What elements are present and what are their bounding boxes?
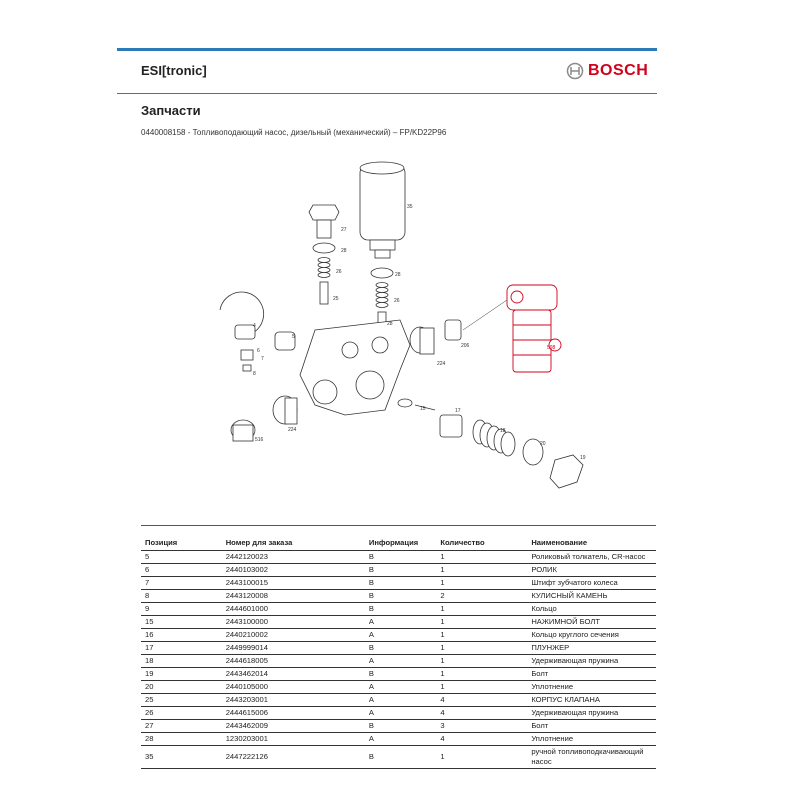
- col-header-position: Позиция: [141, 534, 222, 551]
- table-row: [141, 642, 656, 655]
- cell-info: B: [365, 551, 436, 564]
- table-row: [141, 746, 656, 769]
- table-row: [141, 551, 656, 564]
- cell-info: B: [365, 564, 436, 577]
- header-divider: [117, 93, 657, 94]
- table-divider: [141, 525, 656, 526]
- cell-qty: 1: [436, 577, 527, 590]
- logo-text: BOSCH: [588, 62, 649, 79]
- cell-pos: 7: [141, 577, 222, 590]
- cell-info: B: [365, 603, 436, 616]
- cell-order: 2443203001: [222, 694, 365, 707]
- cell-name: Роликовый толкатель, CR-насос: [527, 551, 656, 564]
- cell-info: A: [365, 707, 436, 720]
- bosch-logo: [566, 62, 648, 80]
- cell-name: Удерживающая пружина: [527, 655, 656, 668]
- cell-name: НАЖИМНОЙ БОЛТ: [527, 616, 656, 629]
- col-header-quantity: Количество: [436, 534, 527, 551]
- cell-order: 2440103002: [222, 564, 365, 577]
- cell-qty: 1: [436, 629, 527, 642]
- callout-label: 19: [580, 455, 586, 461]
- cell-name: Уплотнение: [527, 681, 656, 694]
- table-row: [141, 655, 656, 668]
- callout-label: 224: [288, 427, 297, 433]
- cell-info: B: [365, 746, 436, 769]
- callout-label: 28: [395, 272, 401, 278]
- cell-pos: 15: [141, 616, 222, 629]
- callout-label: 27: [341, 227, 347, 233]
- callout-label: 28: [341, 248, 347, 254]
- cell-pos: 28: [141, 733, 222, 746]
- callout-label: 206: [461, 343, 470, 349]
- exploded-parts-diagram: [195, 160, 605, 500]
- cell-pos: 9: [141, 603, 222, 616]
- cell-order: 2440210002: [222, 629, 365, 642]
- bolt-19: [550, 455, 583, 488]
- bosch-armature-icon: [566, 62, 584, 80]
- callout-label: 28: [387, 321, 393, 327]
- cell-order: 2443462009: [222, 720, 365, 733]
- table-row: [141, 564, 656, 577]
- hand-pump-body: [360, 165, 405, 240]
- cell-info: A: [365, 655, 436, 668]
- callout-label: 516: [255, 437, 264, 443]
- table-row: [141, 616, 656, 629]
- cell-qty: 1: [436, 551, 527, 564]
- cell-info: A: [365, 629, 436, 642]
- cell-qty: 4: [436, 707, 527, 720]
- cell-name: Штифт зубчатого колеса: [527, 577, 656, 590]
- cell-qty: 1: [436, 681, 527, 694]
- callout-label: 6: [257, 348, 260, 354]
- app-title: ESI[tronic]: [141, 63, 207, 78]
- parts-table: [141, 534, 656, 769]
- callout-label: 35: [407, 204, 413, 210]
- spring-26a: [318, 258, 330, 278]
- cell-pos: 26: [141, 707, 222, 720]
- cell-order: 2444615006: [222, 707, 365, 720]
- callout-label: 8: [253, 371, 256, 377]
- plunger-17: [440, 415, 462, 437]
- cell-pos: 20: [141, 681, 222, 694]
- callout-label: 20: [540, 441, 546, 447]
- table-row: [141, 668, 656, 681]
- col-header-info: Информация: [365, 534, 436, 551]
- cell-info: B: [365, 720, 436, 733]
- col-header-name: Наименование: [527, 534, 656, 551]
- callout-label: 17: [455, 408, 461, 414]
- col-header-order-number: Номер для заказа: [222, 534, 365, 551]
- cell-pos: 6: [141, 564, 222, 577]
- cell-qty: 4: [436, 733, 527, 746]
- cell-qty: 2: [436, 590, 527, 603]
- callout-label: 224: [437, 361, 446, 367]
- bolt-27: [309, 205, 339, 220]
- callout-label: 18: [500, 428, 506, 434]
- cell-order: 2443100015: [222, 577, 365, 590]
- cell-info: B: [365, 668, 436, 681]
- cell-name: ПЛУНЖЕР: [527, 642, 656, 655]
- table-row: [141, 577, 656, 590]
- table-row: [141, 629, 656, 642]
- cell-qty: 1: [436, 655, 527, 668]
- cell-name: Кольцо: [527, 603, 656, 616]
- cell-qty: 1: [436, 616, 527, 629]
- callout-label: 26: [394, 298, 400, 304]
- cell-order: 2449999014: [222, 642, 365, 655]
- cell-pos: 27: [141, 720, 222, 733]
- cell-qty: 1: [436, 668, 527, 681]
- cell-name: Кольцо круглого сечения: [527, 629, 656, 642]
- cell-info: A: [365, 616, 436, 629]
- cell-order: 2443120008: [222, 590, 365, 603]
- cell-order: 2443100000: [222, 616, 365, 629]
- highlighted-filter-598: [507, 285, 561, 372]
- cell-pos: 35: [141, 746, 222, 769]
- callout-label: 5: [292, 334, 295, 340]
- cell-qty: 4: [436, 694, 527, 707]
- cell-qty: 1: [436, 746, 527, 769]
- cell-qty: 3: [436, 720, 527, 733]
- cell-name: Удерживающая пружина: [527, 707, 656, 720]
- cell-order: 2440105000: [222, 681, 365, 694]
- table-header-row: [141, 534, 656, 551]
- cell-info: B: [365, 642, 436, 655]
- cell-pos: 25: [141, 694, 222, 707]
- callout-label: 7: [261, 356, 264, 362]
- cell-qty: 1: [436, 642, 527, 655]
- cell-name: РОЛИК: [527, 564, 656, 577]
- cell-qty: 1: [436, 603, 527, 616]
- cell-order: 2443462014: [222, 668, 365, 681]
- cell-name: Болт: [527, 668, 656, 681]
- spring-18: [473, 420, 515, 456]
- cell-info: B: [365, 590, 436, 603]
- cell-pos: 16: [141, 629, 222, 642]
- cell-info: A: [365, 694, 436, 707]
- cell-order: 2444618005: [222, 655, 365, 668]
- cell-info: B: [365, 577, 436, 590]
- table-row: [141, 681, 656, 694]
- cell-pos: 8: [141, 590, 222, 603]
- callout-label: 15: [420, 406, 426, 412]
- table-row: [141, 733, 656, 746]
- cell-info: A: [365, 681, 436, 694]
- callout-label: 4: [253, 323, 256, 329]
- table-row: [141, 590, 656, 603]
- cell-name: Уплотнение: [527, 733, 656, 746]
- cell-qty: 1: [436, 564, 527, 577]
- table-row: [141, 603, 656, 616]
- cell-pos: 5: [141, 551, 222, 564]
- cell-pos: 19: [141, 668, 222, 681]
- spring-26b: [376, 283, 388, 308]
- cell-order: 2444601000: [222, 603, 365, 616]
- table-row: [141, 694, 656, 707]
- cell-name: ручной топливоподкачивающий насос: [527, 746, 656, 769]
- cell-order: 1230203001: [222, 733, 365, 746]
- product-subtitle: 0440008158 - Топливоподающий насос, дизельный (механический) – FP/KD22P96: [141, 128, 447, 137]
- cell-order: 2447222126: [222, 746, 365, 769]
- table-row: [141, 707, 656, 720]
- table-row: [141, 720, 656, 733]
- callout-label: 598: [547, 345, 556, 351]
- cell-name: КОРПУС КЛАПАНА: [527, 694, 656, 707]
- cell-name: Болт: [527, 720, 656, 733]
- section-title: Запчасти: [141, 103, 201, 118]
- cell-info: A: [365, 733, 436, 746]
- top-accent-bar: [117, 48, 657, 51]
- callout-label: 26: [336, 269, 342, 275]
- cell-pos: 18: [141, 655, 222, 668]
- cell-pos: 17: [141, 642, 222, 655]
- callout-label: 25: [333, 296, 339, 302]
- cell-name: КУЛИСНЫЙ КАМЕНЬ: [527, 590, 656, 603]
- cell-order: 2442120023: [222, 551, 365, 564]
